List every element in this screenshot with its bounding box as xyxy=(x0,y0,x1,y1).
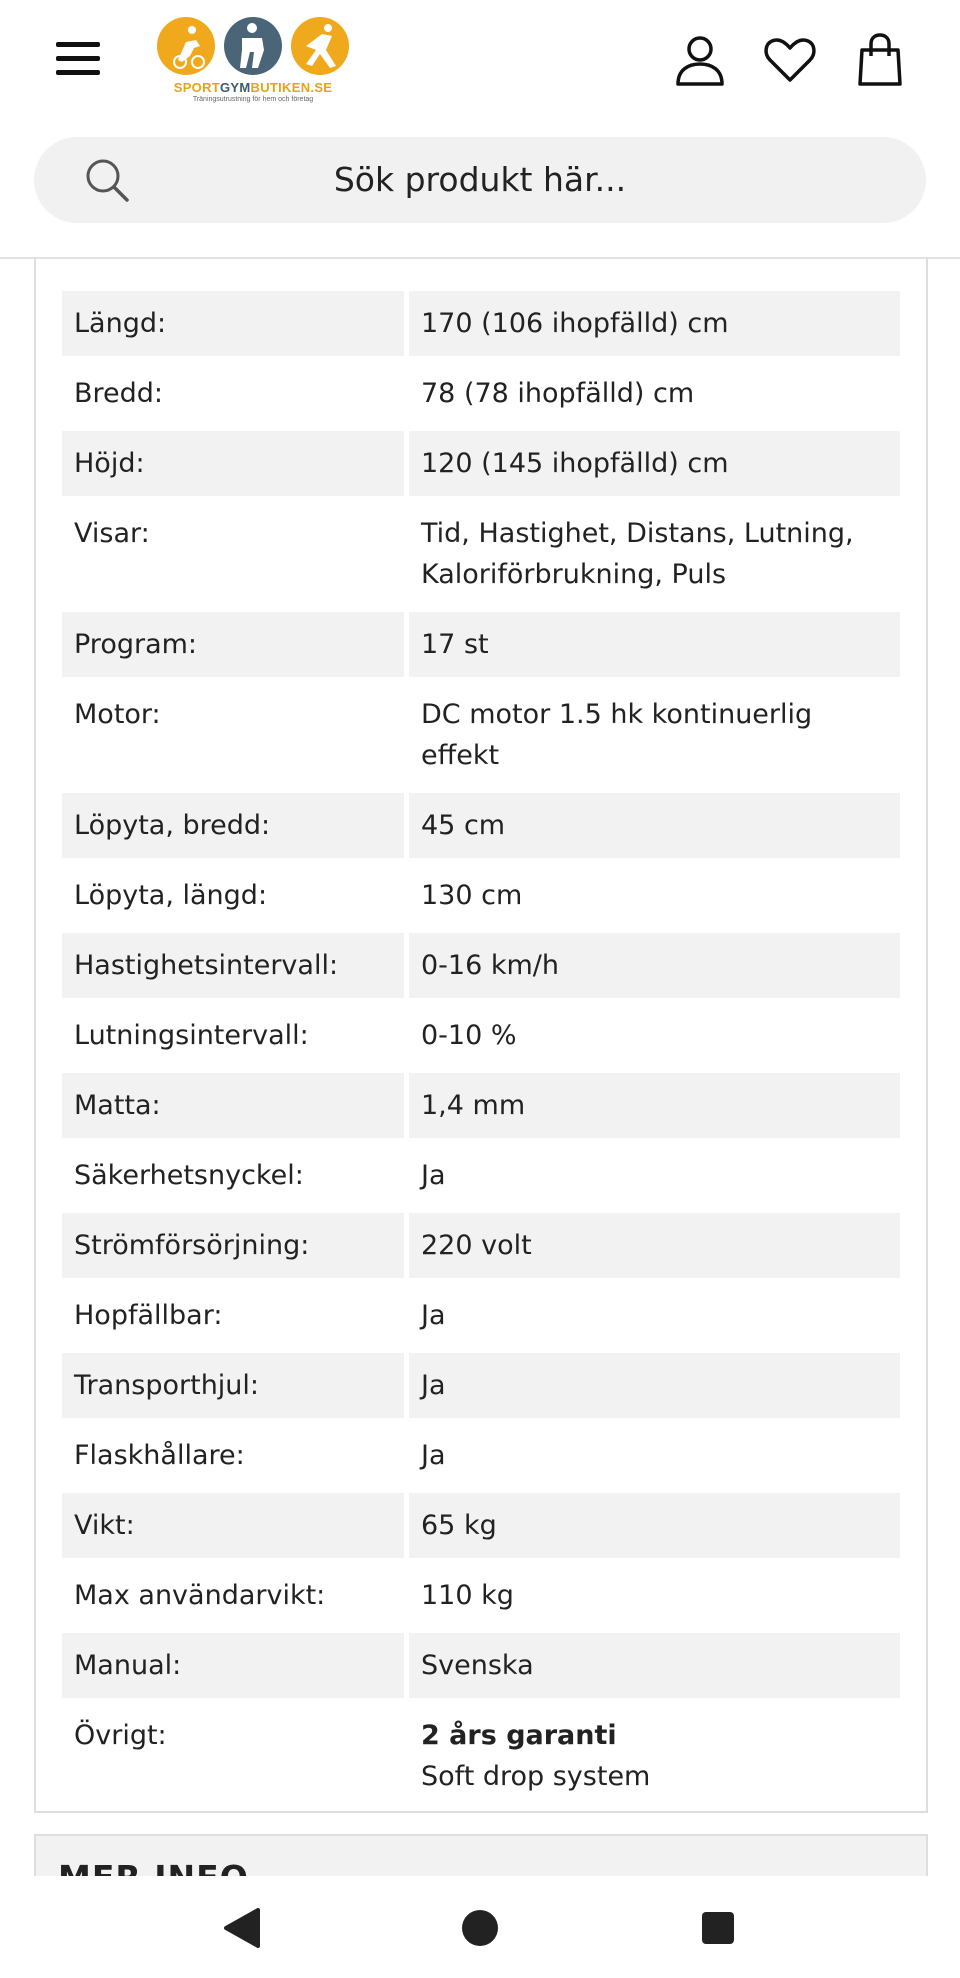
site-header xyxy=(0,0,960,258)
spec-label: Flaskhållare: xyxy=(74,1440,245,1471)
spec-label: Matta: xyxy=(62,1073,404,1138)
spec-row xyxy=(62,1073,900,1138)
spec-label: Motor: xyxy=(74,699,161,730)
spec-row xyxy=(62,361,900,426)
spec-value: 220 volt xyxy=(409,1213,900,1278)
system-navigation-bar xyxy=(0,1876,960,1978)
spec-label: Hastighetsintervall: xyxy=(62,933,404,998)
specifications-table xyxy=(62,291,900,1814)
spec-value: DC motor 1.5 hk kontinuerlig effekt xyxy=(421,699,813,771)
spec-row xyxy=(62,291,900,356)
spec-row xyxy=(62,1143,900,1208)
spec-value: Ja xyxy=(421,1440,446,1471)
spec-value: 45 cm xyxy=(409,793,900,858)
spec-label: Lutningsintervall: xyxy=(74,1020,309,1051)
spec-row xyxy=(62,1213,900,1278)
home-circle-icon[interactable] xyxy=(456,1904,504,1952)
spec-row xyxy=(62,1353,900,1418)
spec-label: Hopfällbar: xyxy=(74,1300,223,1331)
logo-tagline: Träningsutrustning för hem och företag xyxy=(192,96,314,103)
spec-value: 0-10 % xyxy=(421,1020,517,1051)
search-placeholder: Sök produkt här... xyxy=(333,160,627,199)
spec-label: Visar: xyxy=(74,518,150,549)
spec-row xyxy=(62,1633,900,1698)
hamburger-menu-icon[interactable] xyxy=(56,38,104,80)
spec-row xyxy=(62,1423,900,1488)
spec-row xyxy=(62,612,900,677)
spec-value: 130 cm xyxy=(421,880,523,911)
spec-label: Övrigt: xyxy=(74,1720,167,1751)
heart-icon[interactable] xyxy=(762,32,818,88)
spec-label: Längd: xyxy=(62,291,404,356)
spec-value: 170 (106 ihopfälld) cm xyxy=(409,291,900,356)
spec-label: Program: xyxy=(62,612,404,677)
spec-value xyxy=(409,1703,900,1809)
spec-row xyxy=(62,1493,900,1558)
spec-value: Svenska xyxy=(409,1633,900,1698)
spec-label: Löpyta, bredd: xyxy=(62,793,404,858)
spec-value: 0-16 km/h xyxy=(409,933,900,998)
spec-value: 1,4 mm xyxy=(409,1073,900,1138)
spec-label: Strömförsörjning: xyxy=(62,1213,404,1278)
spec-value: 65 kg xyxy=(409,1493,900,1558)
search-input[interactable] xyxy=(34,137,926,223)
spec-label: Höjd: xyxy=(62,431,404,496)
spec-value: 78 (78 ihopfälld) cm xyxy=(421,378,695,409)
spec-label: Manual: xyxy=(62,1633,404,1698)
spec-value: Ja xyxy=(421,1160,446,1191)
spec-label: Max användarvikt: xyxy=(74,1580,326,1611)
spec-value: Tid, Hastighet, Distans, Lutning, Kaloriförbrukning, Puls xyxy=(421,518,854,590)
spec-row xyxy=(62,863,900,928)
spec-row xyxy=(62,501,900,607)
spec-row xyxy=(62,793,900,858)
site-logo[interactable] xyxy=(156,16,350,106)
user-icon[interactable] xyxy=(672,32,728,88)
back-triangle-icon[interactable] xyxy=(218,1904,266,1952)
spec-row xyxy=(62,1283,900,1348)
spec-label: Vikt: xyxy=(62,1493,404,1558)
spec-row xyxy=(62,1563,900,1628)
specifications-panel xyxy=(34,259,928,1813)
other-text: Soft drop system xyxy=(421,1761,651,1792)
recents-square-icon[interactable] xyxy=(694,1904,742,1952)
spec-row xyxy=(62,1003,900,1068)
spec-row-other xyxy=(62,1703,900,1809)
spec-label: Transporthjul: xyxy=(62,1353,404,1418)
spec-label: Säkerhetsnyckel: xyxy=(74,1160,304,1191)
warranty-text: 2 års garanti xyxy=(421,1720,617,1751)
spec-label: Bredd: xyxy=(74,378,164,409)
spec-value: 120 (145 ihopfälld) cm xyxy=(409,431,900,496)
spec-value: Ja xyxy=(409,1353,900,1418)
spec-row xyxy=(62,431,900,496)
spec-value: 110 kg xyxy=(421,1580,514,1611)
logo-figures-icon xyxy=(156,16,350,76)
shopping-bag-icon[interactable] xyxy=(852,32,908,88)
spec-label: Löpyta, längd: xyxy=(74,880,268,911)
spec-value: 17 st xyxy=(409,612,900,677)
spec-row xyxy=(62,933,900,998)
logo-wordmark: SPORTGYMBUTIKEN.SE xyxy=(173,80,333,95)
spec-value: Ja xyxy=(421,1300,446,1331)
spec-row xyxy=(62,682,900,788)
